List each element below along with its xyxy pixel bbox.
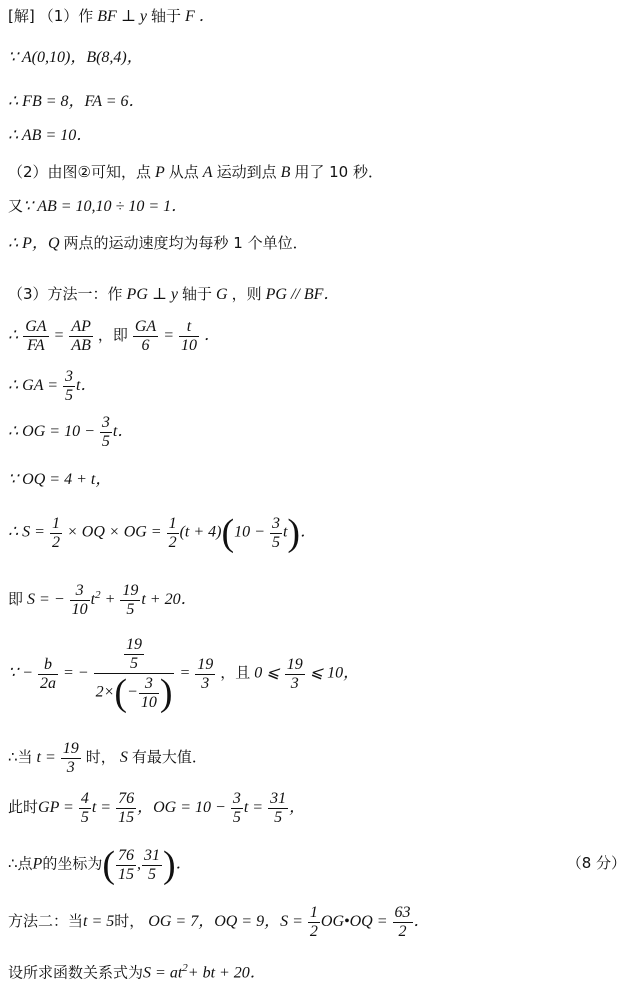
line-7: ∴ P，Q 两点的运动速度均为每秒 1 个单位．: [8, 234, 308, 252]
fraction: $\frac{3}{5}$: [271, 514, 280, 551]
fraction: $\frac{76}{15}$: [118, 846, 134, 883]
fraction: $\frac{31}{5}$: [270, 790, 287, 826]
line-13: ∴ S = $\frac{1}{2}$ × OQ × OG = $\frac{1}{2}$ (t + 4)(10 − $\frac{3}{5}$ t)．: [8, 512, 317, 554]
fraction: $\frac{19}{3}$: [286, 655, 303, 692]
fraction: $\frac{31}{5}$: [144, 846, 160, 883]
fraction: $\frac{63}{2}$: [394, 904, 411, 940]
fraction: $\frac{3}{10}$: [71, 582, 88, 618]
fraction: $\frac{AP}{AB}$: [71, 318, 91, 354]
fraction: $\frac{b}{2a}$: [39, 655, 56, 692]
fraction: $\frac{3}{10}$: [140, 674, 157, 711]
line-1: [解] （1）作 BF ⊥ y 轴于 F ．: [8, 7, 215, 25]
line-9: ∴ $\frac{GA}{FA}$ = $\frac{AP}{AB}$ ，即 $\frac{GA}{6}$ = $\frac{t}{10}$ ．: [8, 318, 221, 354]
fraction: $\frac{1}{2}$: [168, 514, 177, 551]
line-3: ∴ FB = 8，FA = 6．: [8, 93, 145, 110]
fraction: $\frac{19}{5}$: [122, 582, 139, 618]
line-4: ∴ AB = 10．: [8, 127, 93, 144]
fraction: $\frac{76}{15}$: [118, 790, 135, 826]
line-2: ∵ A(0,10)，B(8,4)，: [8, 49, 143, 66]
score-label: （8 分）: [566, 854, 626, 872]
line-8: （3）方法一：作 PG ⊥ y 轴于 G ，则 PG // BF．: [8, 285, 340, 303]
fraction: $\frac{3}{5}$: [65, 368, 74, 404]
fraction: $\frac{GA}{6}$: [134, 318, 157, 354]
fraction: $\frac{1}{2}$: [309, 904, 318, 940]
line-10: ∴ GA = $\frac{3}{5}$ t．: [8, 368, 97, 404]
solution-tag: [解]: [8, 7, 35, 25]
fraction: $\frac{3}{5}$: [232, 790, 241, 826]
line-15: ∵ − $\frac{b}{2a}$ = − $\frac{19}{5}$ 2×(− $\frac{3}{10}$ ) = $\frac{19}{3}$ ，且 0 ⩽ $\frac{19}{3}$ ⩽ 10，: [8, 636, 360, 714]
line-12: ∵ OQ = 4 + t，: [8, 471, 112, 488]
line-18: ∴点P的坐标为( $\frac{76}{15}$ , $\frac{31}{5}$ )．: [8, 844, 192, 886]
line-19: 方法二：当t = 5时， OG = 7，OQ = 9，S = $\frac{1}{2}$ OG•OQ = $\frac{63}{2}$ ．: [8, 904, 430, 940]
fraction: $\frac{19}{3}$: [62, 740, 79, 776]
line-16: ∴当 t = $\frac{19}{3}$ 时， S 有最大值．: [8, 740, 207, 776]
line-20: 设所求函数关系式为$S = at^2+$ bt + 20．: [8, 962, 266, 982]
line-11: ∴ OG = 10 − $\frac{3}{5}$ t．: [8, 414, 134, 450]
fraction: $\frac{19}{3}$: [197, 655, 214, 692]
line-17: 此时GP = $\frac{4}{5}$ t = $\frac{76}{15}$ ，OG = 10 − $\frac{3}{5}$ t = $\frac{31}{5}$ ，: [8, 790, 306, 826]
fraction: $\frac{t}{10}$: [181, 318, 197, 354]
line-6: 又∵ AB = 10,10 ÷ 10 = 1．: [8, 197, 188, 215]
fraction: $\frac{19}{5}$: [126, 636, 143, 672]
fraction: $\frac{3}{5}$: [101, 414, 110, 450]
fraction: $\frac{1}{2}$: [51, 514, 60, 551]
fraction: $\frac{GA}{FA}$: [25, 318, 47, 354]
fraction: $\frac{4}{5}$: [80, 790, 89, 826]
compound-fraction: $\frac{19}{5}$ 2×(− $\frac{3}{10}$ ): [95, 636, 173, 714]
line-14: 即 S = − $\frac{3}{10}$ $t^2$ + $\frac{19}{5}$ t + 20．: [8, 582, 197, 618]
line-5: （2）由图②可知，点 P 从点 A 运动到点 B 用了 10 秒．: [8, 163, 383, 181]
